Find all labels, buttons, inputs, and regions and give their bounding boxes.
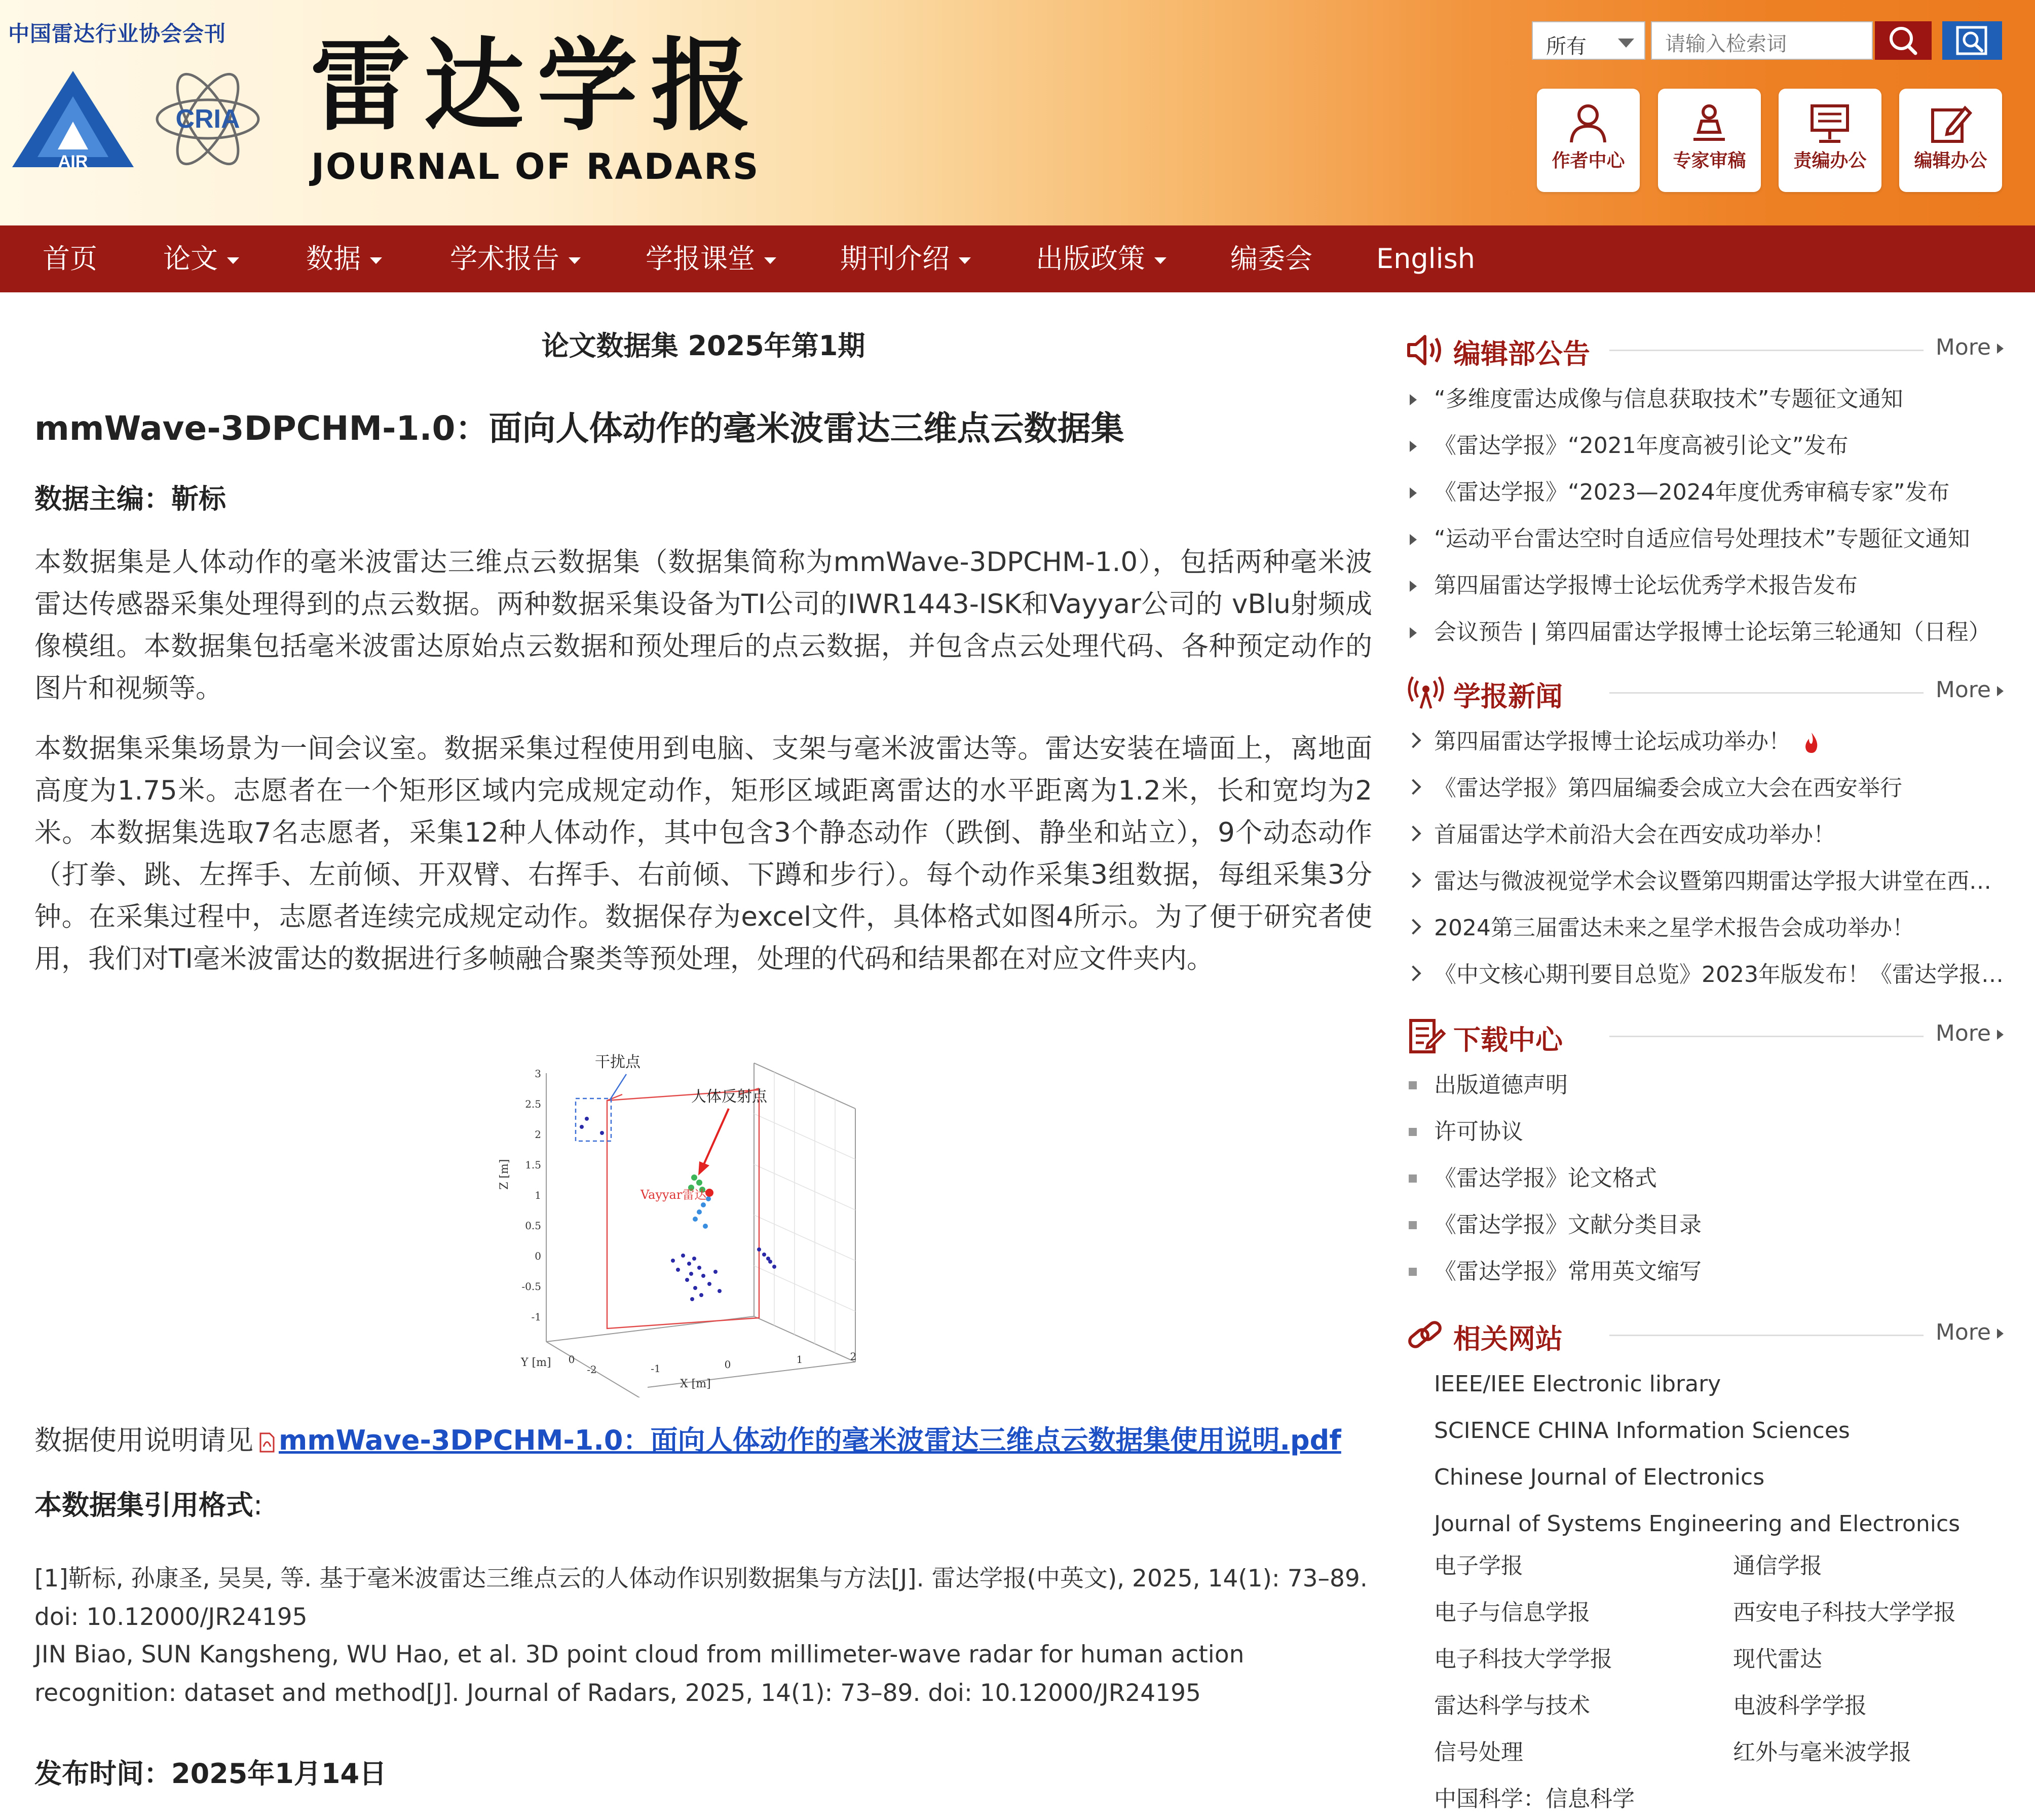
fig-ztick: 0.5 [525,1220,541,1232]
news-list [1406,718,2004,998]
author-icon [1565,103,1611,144]
hot-flame-icon [1803,732,1820,754]
fig-xtick: -1 [651,1362,661,1375]
fig-ytick: -2 [587,1363,597,1376]
fig-ztick: -1 [531,1311,541,1323]
related-link[interactable]: 信号处理 [1434,1739,1523,1765]
nav-label: 论文 [163,243,218,275]
fig-xtick: 1 [796,1353,803,1366]
chevron-down-icon [1618,39,1634,48]
fig-label-interference: 干扰点 [595,1053,640,1071]
divider [1609,350,1924,351]
nav-label: 出版政策 [1036,243,1145,275]
caret-down-icon [1154,257,1166,264]
editor-desk-icon [1807,103,1853,144]
notices-title: 编辑部公告 [1453,338,1590,370]
managing-editor-button[interactable] [1779,89,1881,192]
nav-journal-intro[interactable] [840,225,971,292]
related-link[interactable]: SCIENCE CHINA Information Sciences [1434,1418,1850,1444]
main-nav [0,225,2035,292]
site-header [0,0,2035,225]
nav-data[interactable] [306,225,382,292]
more-label: More [1935,334,1991,360]
fig-ztick: 0 [535,1250,541,1262]
association-label: 中国雷达行业协会会刊 [8,21,227,46]
advanced-search-icon [1942,21,2002,60]
caret-down-icon [227,257,239,264]
divider [1609,692,1924,694]
search-scope-value: 所有 [1546,35,1587,58]
air-logo[interactable] [7,66,139,177]
nav-english[interactable] [1376,225,1475,292]
news-item[interactable]: 雷达与微波视觉学术会议暨第四期雷达学报大讲堂在西… [1406,858,2004,905]
fig-ztick: 2.5 [525,1098,541,1110]
related-links-list [1406,1361,2004,1547]
document-icon [1406,1018,1446,1054]
usage-pdf-link[interactable]: mmWave-3DPCHM-1.0：面向人体动作的毫米波雷达三维点云数据集使用说明.pdf [279,1424,1341,1456]
editorial-office-button[interactable] [1899,89,2002,192]
fig-xtick: 0 [724,1358,731,1371]
publish-date: 发布时间：2025年1月14日 [34,1758,387,1790]
news-item-text: 第四届雷达学报博士论坛成功举办！ [1434,729,1791,754]
fig-xtick: 2 [850,1350,857,1362]
related-link[interactable]: 电子与信息学报 [1434,1600,1590,1625]
nav-label: 首页 [43,243,97,275]
related-link[interactable]: 红外与毫米波学报 [1733,1739,1911,1765]
search-input[interactable] [1651,21,1873,60]
news-section-header [1406,672,2004,712]
notice-item[interactable]: 会议预告 | 第四届雷达学报博士论坛第三轮通知（日程） [1406,609,2004,656]
fig-xlabel: X [m] [680,1378,711,1390]
download-item[interactable]: 许可协议 [1406,1109,2004,1155]
related-link[interactable]: Chinese Journal of Electronics [1434,1464,1765,1490]
related-link[interactable]: 电波科学学报 [1733,1693,1867,1719]
author-center-button[interactable] [1537,89,1640,192]
notices-more-link[interactable] [1936,334,2004,360]
news-item[interactable]: 《中文核心期刊要目总览》2023年版发布！《雷达学报… [1406,952,2004,998]
fig-ylabel: Y [m] [521,1356,551,1369]
caret-right-icon [1997,344,2004,354]
related-link[interactable]: 现代雷达 [1733,1646,1822,1672]
collection-paragraph: 本数据集采集场景为一间会议室。数据采集过程使用到电脑、支架与毫米波雷达等。雷达安装在墙面上，离地面高度为1.75米。志愿者在一个矩形区域内完成规定动作，矩形区域距离雷达的水平距离为1.2米，长和宽均为2米。本数据集选取7名志愿者，采集12种人体动作，其中包含3个静态动作（跌倒、静坐和站立），9个动态动作（打拳、跳、左挥手、左前倾、开双臂、右挥手、右前倾、下蹲和步行）。每个动作采集3组数据，每组采集3分钟。在采集过程中，志愿者连续完成规定动作。数据保存为excel文件，具体格式如图4所示。为了便于研究者使用，我们对TI毫米波雷达的数据进行多帧融合聚类等预处理，处理的代码和结果都在对应文件夹内。 [34,733,1372,974]
nav-journal-class[interactable] [646,225,776,292]
news-title: 学报新闻 [1453,680,1563,712]
download-item[interactable]: 《雷达学报》常用英文缩写 [1406,1248,2004,1295]
related-link[interactable]: IEEE/IEE Electronic library [1434,1371,1721,1397]
fig-zlabel: Z [m] [498,1159,511,1190]
nav-papers[interactable] [163,225,239,292]
nav-label: 数据 [306,243,361,275]
nav-editorial-board[interactable] [1230,225,1312,292]
advanced-search-button[interactable] [1942,21,2002,60]
data-editor: 数据主编：靳标 [34,483,226,515]
nav-label: English [1376,243,1475,275]
reviewer-icon [1686,103,1732,144]
search-button[interactable] [1875,21,1932,60]
quick-link-label: 专家审稿 [1673,150,1746,171]
cria-logo-text: CRIA [175,104,240,134]
links-section-header [1406,1314,2004,1355]
citation-cn: [1]靳标, 孙康圣, 吴昊, 等. 基于毫米波雷达三维点云的人体动作识别数据集与方法[J]. 雷达学报(中英文), 2025, 14(1): 73–89. doi: 10.12000/JR24195 [34,1565,1368,1631]
fig-ztick: 1 [535,1189,541,1201]
related-link[interactable]: 通信学报 [1733,1553,1822,1579]
download-item[interactable]: 出版道德声明 [1406,1062,2004,1109]
point-cloud-figure [491,1038,947,1397]
quick-link-label: 作者中心 [1552,150,1625,171]
nav-label: 学术报告 [450,243,559,275]
fig-ztick: -0.5 [521,1280,541,1293]
related-link[interactable]: 雷达科学与技术 [1434,1693,1590,1719]
downloads-title: 下载中心 [1453,1024,1563,1056]
more-label: More [1935,677,1991,703]
caret-down-icon [764,257,776,264]
nav-label: 编委会 [1230,243,1312,275]
news-item[interactable]: 《雷达学报》第四届编委会成立大会在西安举行 [1406,765,2004,812]
issue-label: 论文数据集 2025年第1期 [541,330,865,362]
nav-publishing-policy[interactable] [1036,225,1166,292]
related-link[interactable]: Journal of Systems Engineering and Electronics [1434,1511,1961,1537]
notice-item[interactable]: 第四届雷达学报博士论坛优秀学术报告发布 [1406,562,2004,609]
quick-link-label: 责编办公 [1793,150,1867,171]
caret-right-icon [1997,1030,2004,1040]
downloads-list [1406,1062,2004,1295]
usage-note [34,1419,1341,1458]
citation-heading-colon: : [253,1489,263,1521]
journal-title-cn: 雷达学报 [310,26,764,144]
news-item[interactable]: 首届雷达学术前沿大会在西安成功举办！ [1406,812,2004,858]
link-icon [1406,1317,1446,1353]
citation-heading [34,1484,262,1523]
links-more-link[interactable] [1936,1319,2004,1345]
fig-ytick: 0 [568,1353,575,1366]
caret-right-icon [1997,1329,2004,1339]
nav-academic-reports[interactable] [450,225,581,292]
notice-item[interactable]: 《雷达学报》“2021年度高被引论文”发布 [1406,423,2004,469]
article-title: mmWave-3DPCHM-1.0：面向人体动作的毫米波雷达三维点云数据集 [34,409,1124,448]
expert-review-button[interactable] [1658,89,1761,192]
notices-section-header [1406,329,2004,370]
divider [1609,1335,1924,1336]
search-icon [1875,21,1932,60]
related-link[interactable]: 中国科学：信息科学 [1434,1786,1635,1812]
downloads-section-header [1406,1015,2004,1056]
usage-prefix: 数据使用说明请见 [34,1424,253,1456]
download-item[interactable]: 《雷达学报》文献分类目录 [1406,1202,2004,1248]
divider [1609,1036,1924,1037]
notice-item[interactable]: “运动平台雷达空时自适应信号处理技术”专题征文通知 [1406,516,2004,562]
air-logo-text: AIR [58,152,88,171]
notices-list [1406,376,2004,656]
nav-home[interactable] [43,225,97,292]
fig-ztick: 2 [535,1128,541,1141]
news-item[interactable] [1406,718,2004,765]
fig-label-vayyar: Vayyar雷达 [640,1188,707,1202]
related-link[interactable]: 电子科技大学学报 [1434,1646,1612,1672]
download-item[interactable]: 《雷达学报》论文格式 [1406,1155,2004,1202]
links-title: 相关网站 [1453,1323,1563,1355]
citation-en: JIN Biao, SUN Kangsheng, WU Hao, et al. 3D point cloud from millimeter-wave radar for human action recognition: dataset and method[J]. Journal of Radars, 2025, 14(1): 73–89. doi: 10.12000/JR24195 [34,1641,1245,1707]
notice-item[interactable]: “多维度雷达成像与信息获取技术”专题征文通知 [1406,376,2004,423]
more-label: More [1935,1319,1991,1345]
caret-down-icon [370,257,382,264]
nav-label: 期刊介绍 [840,243,950,275]
megaphone-icon [1406,332,1446,368]
quick-link-label: 编辑办公 [1914,150,1987,171]
description-paragraph: 本数据集是人体动作的毫米波雷达三维点云数据集（数据集简称为mmWave-3DPCHM-1.0），包括两种毫米波雷达传感器采集处理得到的点云数据。两种数据采集设备为TI公司的IWR1443-ISK和Vayyar公司的 vBlu射频成像模组。本数据集包括毫米波雷达原始点云数据和预处理后的点云数据，并包含点云处理代码、各种预定动作的图片和视频等。 [34,547,1372,704]
news-item[interactable]: 2024第三届雷达未来之星学术报告会成功举办！ [1406,905,2004,952]
journal-title-en: JOURNAL OF RADARS [311,146,760,187]
pdf-icon [258,1432,276,1453]
more-label: More [1935,1020,1991,1046]
caret-down-icon [959,257,971,264]
search-scope-select[interactable] [1532,21,1645,60]
related-link[interactable]: 西安电子科技大学学报 [1733,1600,1956,1625]
fig-ztick: 3 [535,1068,541,1080]
notice-item[interactable]: 《雷达学报》“2023—2024年度优秀审稿专家”发布 [1406,469,2004,516]
news-more-link[interactable] [1936,677,2004,703]
nav-label: 学报课堂 [646,243,755,275]
broadcast-icon [1406,675,1446,710]
citation-heading-text: 本数据集引用格式 [34,1489,253,1521]
cria-logo[interactable] [152,61,263,177]
fig-ztick: 1.5 [525,1159,541,1171]
related-link[interactable]: 电子学报 [1434,1553,1523,1579]
edit-icon [1928,103,1973,144]
caret-down-icon [569,257,581,264]
article-main [9,293,1398,1820]
fig-label-human: 人体反射点 [691,1088,767,1106]
caret-right-icon [1997,686,2004,696]
downloads-more-link[interactable] [1936,1020,2004,1046]
